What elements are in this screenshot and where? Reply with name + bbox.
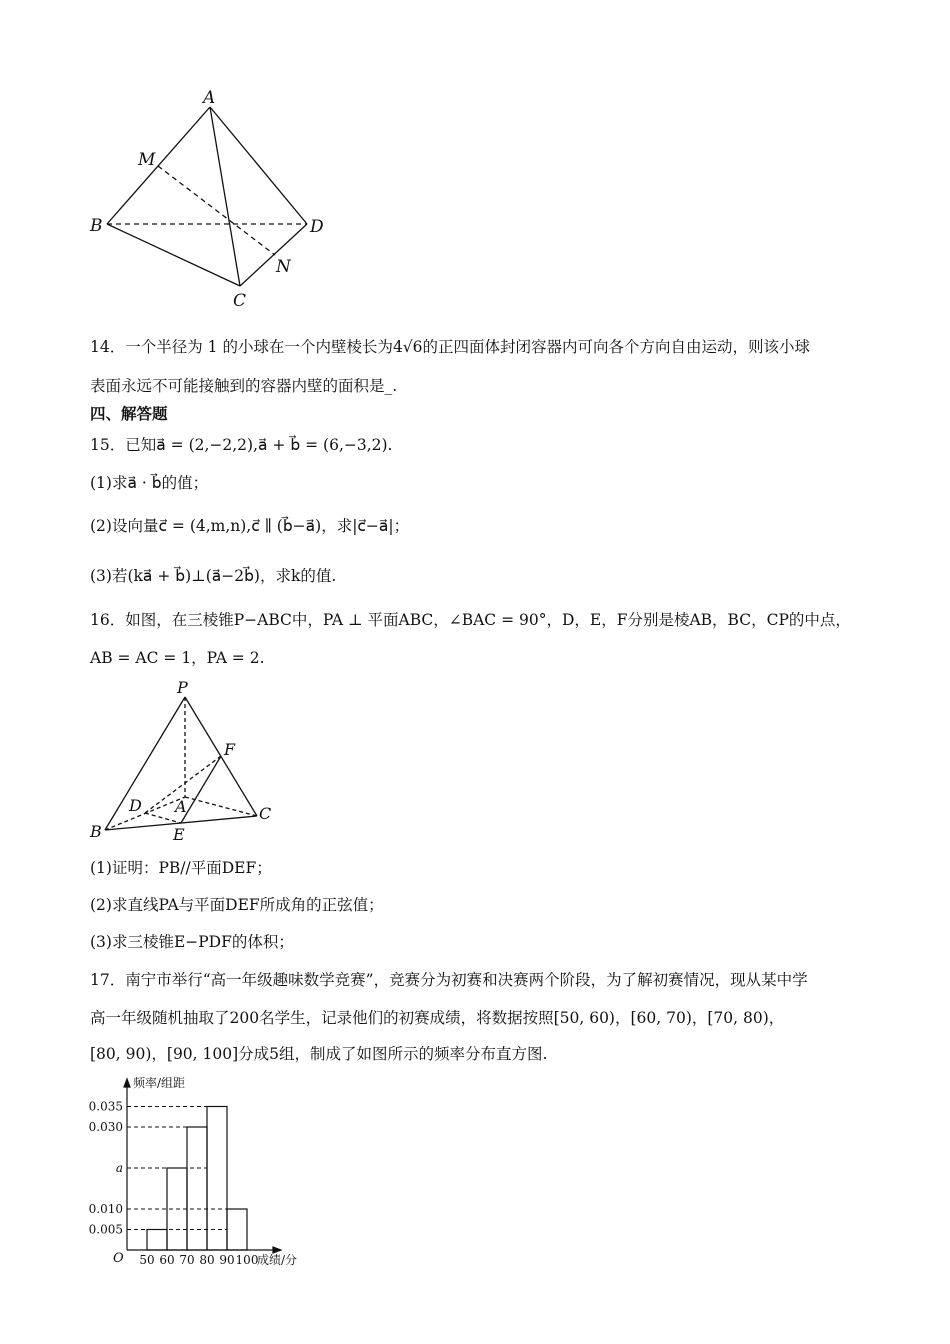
label-d: D	[310, 217, 324, 237]
histogram-bar	[227, 1209, 247, 1250]
label-f: F	[224, 740, 236, 759]
q17-line3: [80, 90)，[90, 100]分成5组，制成了如图所示的频率分布直方图.	[90, 1045, 548, 1063]
edge-bc	[107, 224, 240, 286]
q15-stem: 15．已知a⃗ = (2,−2,2),a⃗ + b⃗ = (6,−3,2).	[90, 436, 393, 454]
histogram-bar	[147, 1230, 167, 1251]
x-tick-label: 80	[199, 1253, 215, 1267]
q15-part3: (3)若(ka⃗ + b⃗)⊥(a⃗−2b⃗)，求k的值.	[90, 567, 337, 585]
label-c: C	[233, 291, 247, 311]
label-c: C	[259, 804, 272, 823]
y-tick-label: 0.030	[88, 1120, 123, 1134]
pyramid-figure	[85, 675, 285, 845]
label-p: P	[177, 678, 188, 697]
y-tick-label: 0.005	[88, 1222, 123, 1237]
label-b: B	[90, 216, 103, 236]
edge-cd	[240, 224, 307, 286]
y-axis-arrow	[124, 1079, 130, 1087]
y-tick-label: 0.010	[88, 1202, 123, 1216]
label-d: D	[129, 796, 142, 815]
q16-part1: (1)证明：PB//平面DEF；	[90, 859, 272, 877]
origin-label: O	[113, 1251, 124, 1266]
q16-line1: 16．如图，在三棱锥P−ABC中，PA ⊥ 平面ABC，∠BAC = 90°，D，E，F分别是棱AB，BC，CP的中点，	[90, 611, 851, 629]
label-b: B	[90, 822, 102, 841]
edge-ac	[185, 797, 257, 816]
q15-part1: (1)求a⃗ · b⃗的值；	[90, 474, 209, 492]
frequency-histogram	[85, 1075, 325, 1270]
x-tick-label: 70	[179, 1253, 195, 1267]
edge-pb	[105, 697, 185, 830]
histogram-bar	[187, 1127, 207, 1250]
label-a: A	[203, 88, 216, 108]
x-tick-label: 60	[159, 1253, 175, 1267]
section-heading: 四、解答题	[90, 404, 168, 423]
tetrahedron-figure	[80, 85, 340, 315]
segment-mn	[158, 166, 275, 255]
x-tick-label: 90	[219, 1253, 235, 1267]
edge-ad	[210, 107, 307, 224]
q17-line2: 高一年级随机抽取了200名学生，记录他们的初赛成绩，将数据按照[50, 60)，[60, 70)，[70, 80)，	[90, 1009, 785, 1027]
label-e: E	[173, 825, 185, 844]
y-tick-label: 0.035	[88, 1099, 123, 1114]
label-a: A	[175, 797, 187, 816]
x-axis-label: 成绩/分	[257, 1253, 298, 1267]
q16-part2: (2)求直线PA与平面DEF所成角的正弦值；	[90, 896, 384, 914]
histogram-bar	[207, 1107, 227, 1251]
edge-ab	[107, 107, 210, 224]
y-tick-label: a	[115, 1161, 123, 1175]
y-axis-label: 频率/组距	[133, 1076, 186, 1090]
label-n: N	[276, 257, 291, 277]
edge-ef	[181, 756, 221, 823]
x-tick-label: 100	[235, 1253, 259, 1267]
q16-line2: AB = AC = 1，PA = 2.	[90, 649, 265, 667]
label-m: M	[138, 150, 156, 170]
x-tick-label: 50	[139, 1253, 155, 1267]
edge-ac	[210, 107, 240, 286]
q16-part3: (3)求三棱锥E−PDF的体积；	[90, 933, 294, 951]
q15-part2: (2)设向量c⃗ = (4,m,n),c⃗ ∥ (b⃗−a⃗)，求|c⃗−a⃗|；	[90, 517, 410, 535]
q17-line1: 17．南宁市举行“高一年级趣味数学竞赛”，竞赛分为初赛和决赛两个阶段，为了解初赛情况，现从某中学	[90, 971, 808, 989]
q14-line2: 表面永远不可能接触到的容器内壁的面积是_.	[90, 377, 398, 395]
q14-line1: 14．一个半径为 1 的小球在一个内壁棱长为4√6的正四面体封闭容器内可向各个方向自由运动，则该小球	[90, 338, 811, 356]
